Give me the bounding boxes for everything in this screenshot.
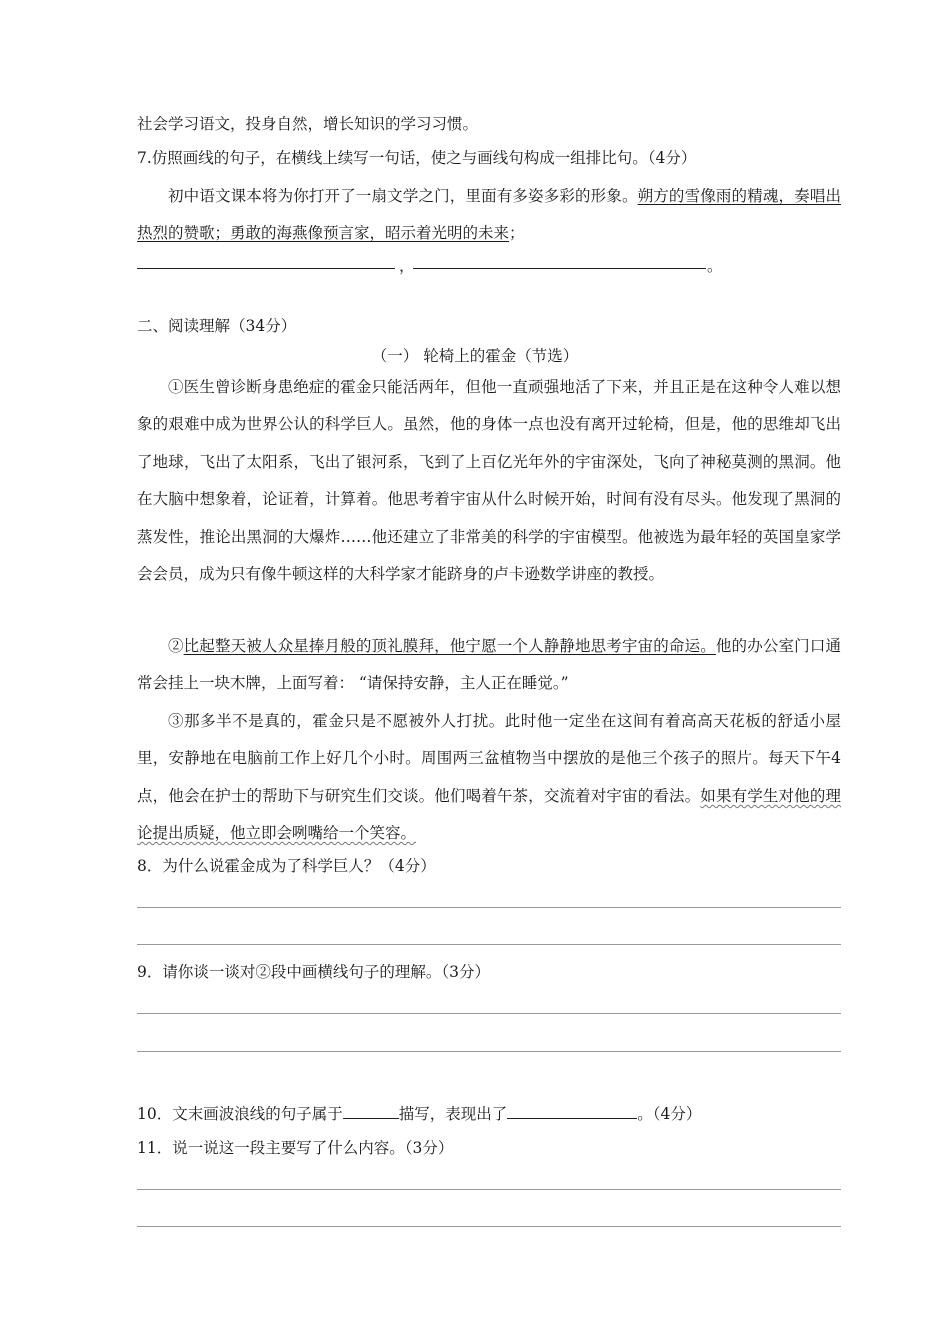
question-10-part-3: 。（4分） [637, 1105, 702, 1123]
question-11-prompt: 11．说一说这一段主要写了什么内容。（3分） [137, 1139, 454, 1157]
question-9-answer-line-2[interactable] [137, 1051, 841, 1052]
passage-paragraph-1: ①医生曾诊断身患绝症的霍金只能活两年，但他一直顽强地活了下来，并且正是在这种令人难以想象的艰难中成为世界公认的科学巨人。虽然，他的身体一点也没有离开过轮椅，但是，他的思维却飞出了地球，飞出了太阳系，飞出了银河系，飞到了上百亿光年外的宇宙深处，飞向了神秘莫测的黑洞。他在大脑中想象着，论证着，计算着。他思考着宇宙从什么时候开始，时间有没有尽头。他发现了黑洞的蒸发性，推论出黑洞的大爆炸……他还建立了非常美的科学的宇宙模型。他被选为最年轻的英国皇家学会会员，成为只有像牛顿这样的大科学家才能跻身的卢卡逊数学讲座的教授。 [137, 378, 841, 584]
passage-paragraph-3 [137, 703, 841, 853]
question-8-answer-line-2[interactable] [137, 944, 841, 945]
question-9-answer-line-1[interactable] [137, 1013, 841, 1014]
question-7-text [137, 178, 841, 253]
question-10-blank-1[interactable] [343, 1104, 399, 1119]
question-7-period: 。 [707, 257, 723, 275]
question-9-prompt: 9．请你谈一谈对②段中画横线句子的理解。（3分） [137, 963, 490, 981]
question-10-part-1: 10．文末画波浪线的句子属于 [137, 1105, 343, 1123]
paragraph-2-number: ② [168, 637, 184, 655]
question-11-answer-line-2[interactable] [137, 1226, 841, 1227]
continuation-text: 社会学习语文，投身自然，增长知识的学习习惯。 [137, 115, 479, 133]
question-7-answer-blank-2[interactable] [413, 268, 706, 269]
question-10-prompt [137, 1104, 701, 1124]
question-7-answer-blank-1[interactable] [137, 268, 395, 269]
paragraph-3-main: ③那多半不是真的，霍金只是不愿被外人打扰。此时他一定坐在这间有着高高天花板的舒适小屋里，安静地在电脑前工作上好几个小时。周围两三盆植物当中摆放的是他三个孩子的照片。每天下午4点，他会在护士的帮助下与研究生们交谈。他们喝着午茶，交流着对宇宙的看法。 [137, 712, 841, 805]
question-11-answer-line-1[interactable] [137, 1189, 841, 1190]
paragraph-2-rest: 他的办公室门口通常会挂上一块木牌，上面写着： “请保持安静，主人正在睡觉。” [137, 637, 841, 693]
question-7-comma: ， [399, 257, 415, 275]
question-7-underlined-sentence: 朔方的雪像雨的精魂，奏唱出热烈的赞歌；勇敢的海燕像预言家，昭示着光明的未来 [137, 187, 841, 243]
section-2-title: 二、阅读理解（34分） [137, 317, 297, 335]
passage-title: （一） 轮椅上的霍金（节选） [371, 347, 579, 365]
question-7-prompt: 7.仿照画线的句子，在横线上续写一句话，使之与画线句构成一组排比句。（4分） [137, 149, 697, 167]
question-10-blank-2[interactable] [507, 1104, 637, 1119]
question-7-lead: 初中语文课本将为你打开了一扇文学之门，里面有多姿多彩的形象。 [168, 187, 638, 205]
question-10-part-2: 描写，表现出了 [398, 1105, 508, 1123]
paragraph-2-underlined-sentence: 比起整天被人众星捧月般的顶礼膜拜，他宁愿一个人静静地思考宇宙的命运。 [183, 637, 716, 655]
question-7-tail: ； [509, 224, 525, 243]
question-8-prompt: 8．为什么说霍金成为了科学巨人？（4分） [137, 857, 436, 875]
passage-paragraph-2 [137, 628, 841, 703]
paragraph-3-wavy-sentence: 如果有学生对他的理论提出质疑，他立即会咧嘴给一个笑容。 [137, 786, 841, 843]
question-8-answer-line-1[interactable] [137, 907, 841, 908]
